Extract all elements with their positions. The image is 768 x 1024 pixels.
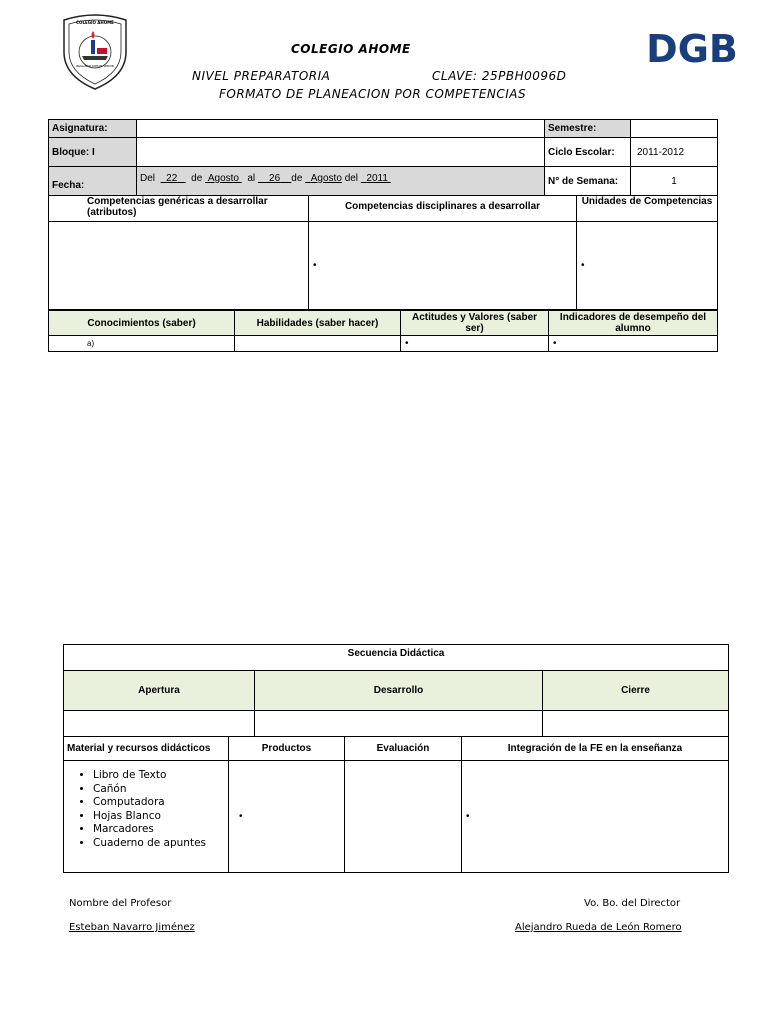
bloque-label: Bloque: I [49, 138, 137, 167]
list-item: • Libro de Texto [93, 769, 225, 783]
habilidades-cell[interactable] [235, 336, 401, 352]
fecha-month-end: Agosto [310, 173, 342, 184]
semestre-field[interactable] [631, 120, 718, 138]
ciclo-value[interactable]: 2011-2012 [631, 138, 718, 167]
fecha-label: Fecha: [49, 167, 137, 196]
competencias-table [48, 195, 718, 310]
bullet-mark: • [466, 811, 470, 822]
comp-genericas-header: Competencias genéricas a desarrollar (atributos) [49, 196, 309, 222]
fecha-del-2: del [344, 173, 359, 184]
apertura-header: Apertura [64, 671, 255, 711]
indicadores-cell[interactable] [549, 336, 718, 352]
fecha-de-1: de [191, 173, 203, 184]
semana-value[interactable]: 1 [631, 167, 718, 196]
bullet-mark: • [405, 338, 409, 349]
director-name: Alejandro Rueda de León Romero [515, 922, 682, 933]
secuencia-title: Secuencia Didáctica [64, 645, 729, 671]
saberes-table [48, 310, 718, 352]
comp-genericas-cell[interactable] [49, 222, 309, 310]
list-item: • Cañón [93, 783, 225, 797]
conocimientos-cell[interactable] [49, 336, 235, 352]
cierre-cell[interactable] [543, 711, 729, 737]
materials-cell[interactable] [64, 761, 229, 873]
desarrollo-cell[interactable] [255, 711, 543, 737]
desarrollo-header: Desarrollo [255, 671, 543, 711]
profesor-name: Esteban Navarro Jiménez [69, 922, 195, 933]
cierre-header: Cierre [543, 671, 729, 711]
school-crest-logo [60, 12, 130, 90]
bullet-mark: • [313, 260, 317, 271]
crest-lettering: COLEGIO AHOME [76, 20, 114, 25]
list-item: • Marcadores [93, 823, 225, 837]
fecha-month-start: Agosto [207, 173, 239, 184]
integracion-header: Integración de la FE en la enseñanza [462, 737, 729, 761]
crest-motto: IMAGINAR CREAR SERVIR [76, 64, 114, 68]
actitudes-cell[interactable] [401, 336, 549, 352]
planning-table [48, 119, 718, 196]
fecha-day-start: 22 [166, 173, 178, 184]
evaluacion-header: Evaluación [345, 737, 462, 761]
asignatura-field[interactable] [137, 120, 545, 138]
conocimientos-header: Conocimientos (saber) [49, 311, 235, 336]
unidades-header: Unidades de Competencias [577, 196, 718, 222]
evaluacion-cell[interactable] [345, 761, 462, 873]
fecha-del: Del [140, 173, 156, 184]
clave-text: CLAVE: 25PBH0096D [432, 69, 567, 83]
dgb-logo-text: DGB [646, 27, 738, 71]
unidades-cell[interactable] [577, 222, 718, 310]
fecha-al: al [247, 173, 256, 184]
productos-header: Productos [229, 737, 345, 761]
asignatura-label: Asignatura: [49, 120, 137, 138]
bullet-mark: • [553, 338, 557, 349]
fecha-field[interactable] [137, 167, 545, 196]
materials-list [67, 769, 225, 850]
material-header: Material y recursos didácticos [64, 737, 229, 761]
apertura-cell[interactable] [64, 711, 255, 737]
productos-cell[interactable] [229, 761, 345, 873]
dgb-logo [646, 24, 738, 71]
indicadores-header: Indicadores de desempeño del alumno [549, 311, 718, 336]
list-item: • Computadora [93, 796, 225, 810]
ciclo-label: Ciclo Escolar: [545, 138, 631, 167]
secuencia-table [63, 644, 729, 737]
fecha-year: 2011 [366, 173, 388, 184]
school-name: COLEGIO AHOME [291, 42, 411, 56]
recursos-table [63, 736, 729, 873]
integracion-cell[interactable] [462, 761, 729, 873]
level-text: NIVEL PREPARATORIA [192, 69, 331, 83]
list-item: • Hojas Blanco [93, 810, 225, 824]
fecha-day-end: 26 [269, 173, 281, 184]
bullet-mark: • [239, 811, 243, 822]
list-item: • Cuaderno de apuntes [93, 837, 225, 851]
habilidades-header: Habilidades (saber hacer) [235, 311, 401, 336]
semana-label: N° de Semana: [545, 167, 631, 196]
item-a-marker: a) [87, 339, 95, 348]
semestre-label: Semestre: [545, 120, 631, 138]
director-label: Vo. Bo. del Director [584, 898, 681, 909]
actitudes-header: Actitudes y Valores (saber ser) [401, 311, 549, 336]
bloque-field[interactable] [137, 138, 545, 167]
bullet-mark: • [581, 260, 585, 271]
format-title: FORMATO DE PLANEACION POR COMPETENCIAS [219, 87, 527, 101]
comp-disciplinares-header: Competencias disciplinares a desarrollar [309, 196, 577, 222]
fecha-de-2: de [291, 173, 303, 184]
profesor-label: Nombre del Profesor [69, 898, 172, 909]
comp-disciplinares-cell[interactable] [309, 222, 577, 310]
